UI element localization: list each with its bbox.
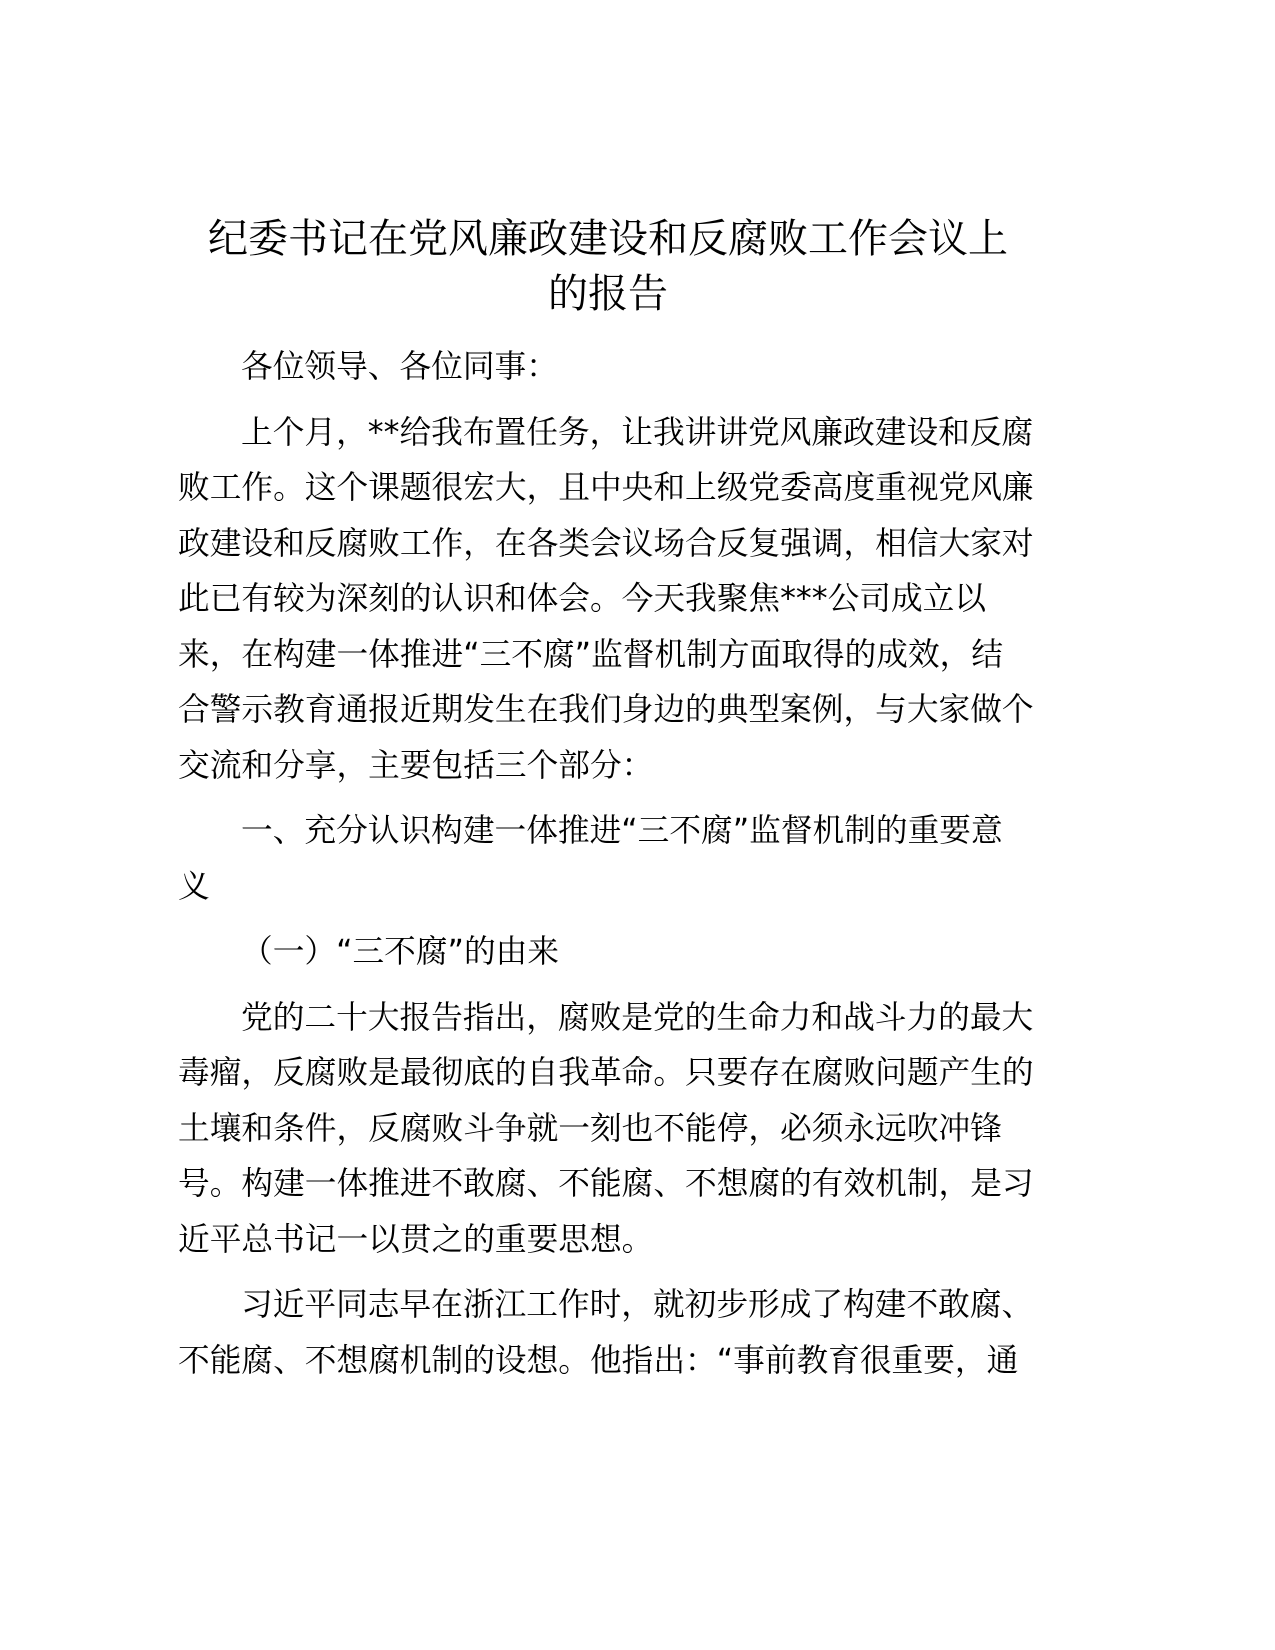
paragraph — [178, 1278, 1038, 1389]
paragraph — [178, 991, 1038, 1269]
paragraph — [178, 406, 1038, 795]
title-line: 纪委书记在党风廉政建设和反腐败工作会议上 — [208, 216, 1008, 262]
document-page — [178, 212, 1038, 1399]
paragraph-line: 不能腐、不想腐机制的设想。他指出：“事前教育很重要，通 — [178, 1342, 1019, 1379]
paragraph-line: 党的二十大报告指出，腐败是党的生命力和战斗力的最大 — [241, 999, 1034, 1036]
paragraph-line: 交流和分享，主要包括三个部分： — [178, 747, 654, 784]
paragraph-line: 来，在构建一体推进“三不腐”监督机制方面取得的成效，结 — [178, 636, 1004, 673]
paragraph-line: 一、充分认识构建一体推进“三不腐”监督机制的重要意 — [241, 813, 1003, 849]
paragraph — [178, 925, 1038, 981]
paragraph-line: 近平总书记一以贯之的重要思想。 — [178, 1221, 654, 1258]
document-title — [178, 212, 1038, 322]
paragraph-line: 土壤和条件，反腐败斗争就一刻也不能停，必须永远吹冲锋 — [178, 1110, 1002, 1147]
paragraph-line: 此已有较为深刻的认识和体会。今天我聚焦***公司成立以 — [178, 581, 987, 617]
paragraph-line: 合警示教育通报近期发生在我们身边的典型案例，与大家做个 — [178, 692, 1034, 728]
paragraph-line: 号。构建一体推进不敢腐、不能腐、不想腐的有效机制，是习 — [178, 1166, 1034, 1202]
paragraph — [178, 340, 1038, 396]
paragraph-line: 义 — [178, 868, 210, 905]
document-body — [178, 340, 1038, 1389]
paragraph-line: 政建设和反腐败工作，在各类会议场合反复强调，相信大家对 — [178, 525, 1034, 562]
paragraph — [178, 804, 1038, 915]
paragraph-line: （一）“三不腐”的由来 — [241, 934, 560, 970]
paragraph-line: 败工作。这个课题很宏大，且中央和上级党委高度重视党风廉 — [178, 470, 1034, 506]
paragraph-line: 习近平同志早在浙江工作时，就初步形成了构建不敢腐、 — [241, 1287, 1034, 1323]
title-line: 的报告 — [548, 271, 668, 317]
paragraph-line: 上个月，**给我布置任务，让我讲讲党风廉政建设和反腐 — [241, 414, 1034, 451]
paragraph-line: 毒瘤，反腐败是最彻底的自我革命。只要存在腐败问题产生的 — [178, 1055, 1034, 1091]
paragraph-line: 各位领导、各位同事： — [241, 349, 558, 385]
